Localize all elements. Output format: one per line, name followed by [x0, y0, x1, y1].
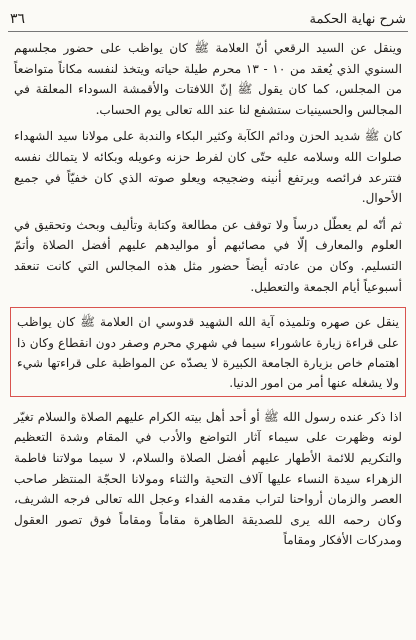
page-number: ٣٦: [10, 11, 26, 27]
header-divider: [8, 31, 408, 32]
highlighted-paragraph-box: [10, 307, 406, 397]
page-body: [14, 38, 402, 551]
highlighted-paragraph: ينقل عن صهره وتلميذه آية الله الشهيد قدوسي ان العلامة ﷺ كان يواظب على قراءة زيارة عاشوراء سيما في شهري محرم وصفر دون انقطاع وكان ذا اهتمام خاص بزيارة الجامعة الكبيرة لا يصدّه عن المواظبة على قراءتها شيء ولا يشغله عنها أمر من امور الدنيا.: [17, 315, 399, 391]
paragraph: وينقل عن السيد الرقعي أنّ العلامة ﷺ كان يواظب على حضور مجلسهم السنوي الذي يُعقد من ١٠ - ١٣ محرم طيلة حياته ويتخذ لنفسه مكاناً متواضعاً من المجلس، كما كان يقول ﷺ إنّ اللافتات والأقمشة السوداء المعلقة في المجالس والحسينيات ستشفع لنا عند الله تعالى يوم الحساب.: [14, 41, 402, 117]
paragraph: اذا ذكر عنده رسول الله ﷺ أو أحد أهل بيته الكرام عليهم الصلاة والسلام تغيّر لونه وظهرت على سيماء آثار التواضع والأدب في المقام وشدة التعظيم والتكريم للائمة الأطهار عليهم أفضل الصلاة والسلام، لا سيما مولاتنا فاطمة الزهراء سيدة النساء عليها آلاف التحية والثناء ومولانا الحجّة المنتظر صاحب العصر والزمان أرواحنا لتراب مقدمه الفداء وعجل الله تعالى فرجه الشريف، وكان رحمه الله يرى للصديقة الطاهرة مقاماً ومقاماً فوق تصور العقول ومدركات الأفكار ومقاماً: [14, 409, 402, 548]
paragraph: ثم أنّه لم يعطّل درساً ولا توقف عن مطالعة وكتابة وتأليف وبحث وتحقيق في العلوم والمعارف إلّا في مصائبهم أو مواليدهم عليهم أفضل الصلاة وأتمّ التسليم. وكان من عادته أيضاً حضور مثل هذه المجالس التي كانت تنعقد أسبوعياً أيام الجمعة والتعطيل.: [14, 217, 402, 294]
paragraph: كان ﷺ شديد الحزن ودائم الكآبة وكثير البكاء والندبة على مولانا سيد الشهداء صلوات الله وسلامه عليه حتّى كان لفرط حزنه وعويله وبكائه لا يتمالك نفسه فتترعد فرائصه ويرتفع أنينه وضجيجه ويعلو صوته الذي كان خفيّاً في جميع الأحوال.: [14, 129, 402, 206]
page-header: [10, 8, 406, 30]
running-title: شرح نهاية الحكمة: [309, 11, 406, 27]
